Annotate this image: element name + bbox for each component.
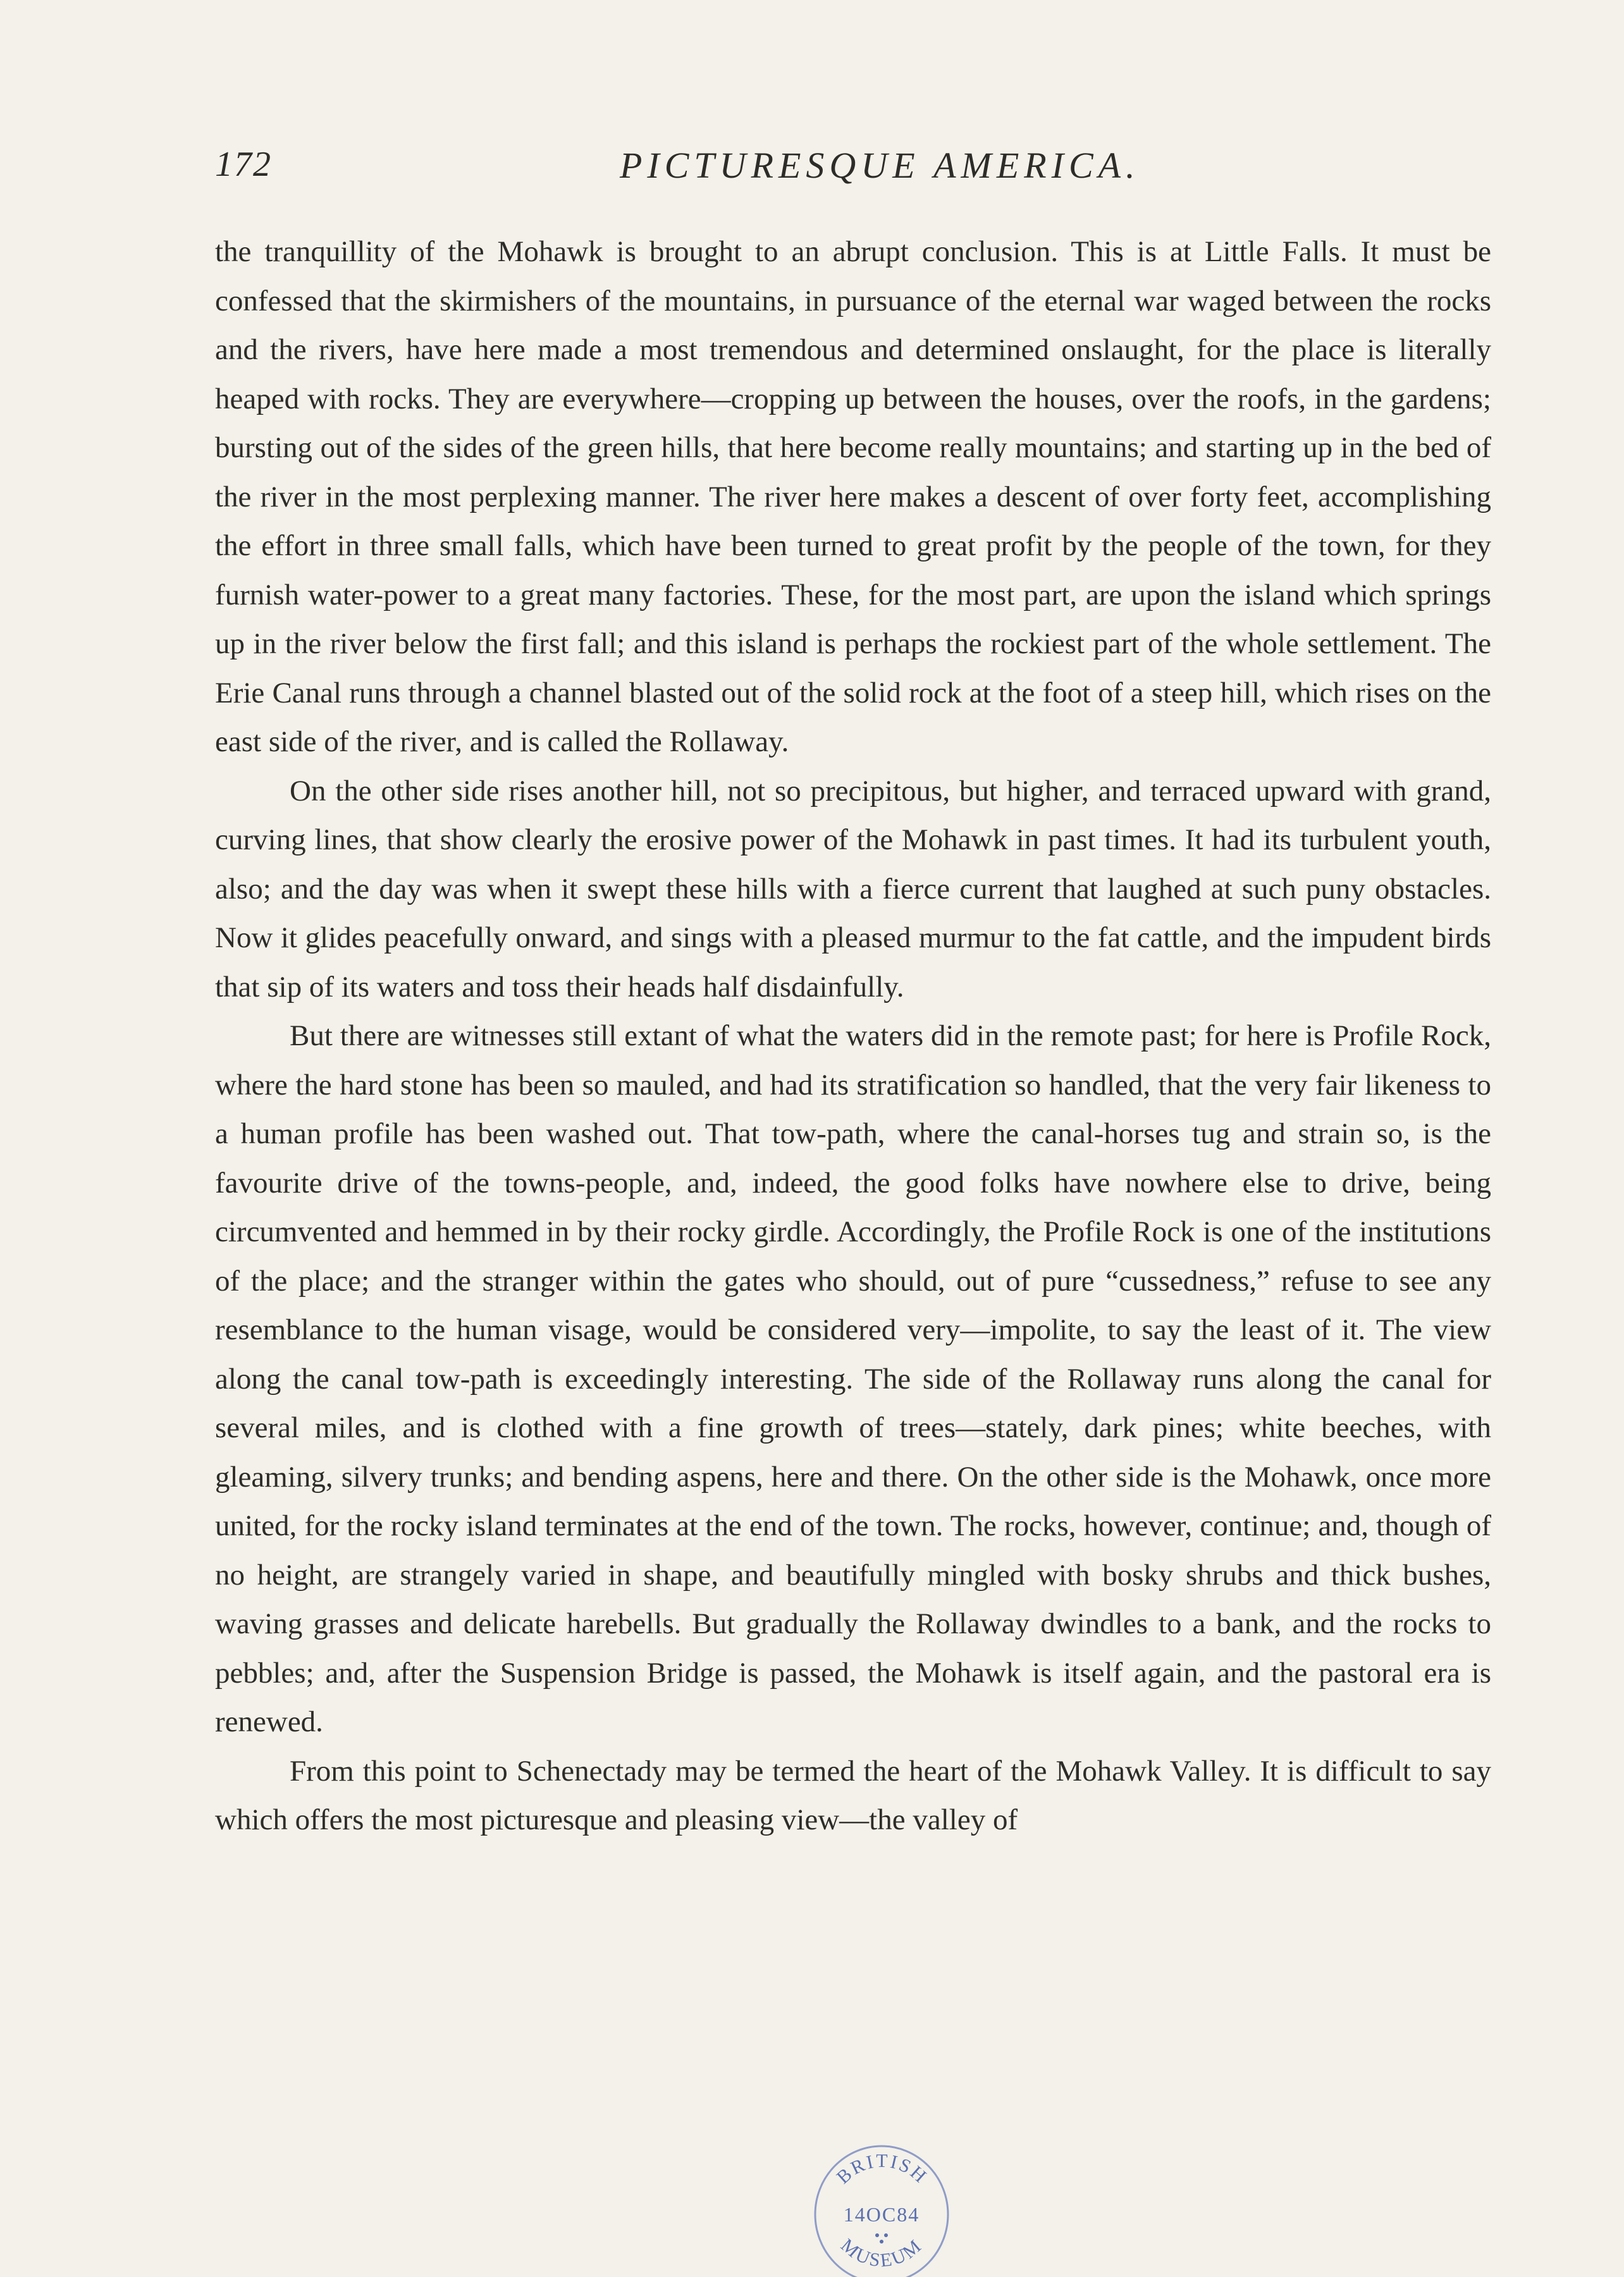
paragraph-2: On the other side rises another hill, not so precipitous, but higher, and terraced upward with grand, curving lines, that show clearly the erosive power of the Mohawk in past times. It had its turbulent youth, also; and the day was when it swept these hills with a fierce current that laughed at such puny obstacles. Now it glides peacefully onward, and sings with a pleased murmur to the fat cattle, and the impudent birds that sip of its waters and toss their heads half disdainfully. [215, 774, 1491, 1003]
paragraph-1: the tranquillity of the Mohawk is brought to an abrupt conclusion. This is at Little Falls. It must be confessed that the skirmishers of the mountains, in pursuance of the eternal war waged between the rocks and the rivers, have here made a most tremendous and determined onslaught, for the place is literally heaped with rocks. They are everywhere—cropping up between the houses, over the roofs, in the gardens; bursting out of the sides of the green hills, that here become really mountains; and starting up in the bed of the river in the most perplexing manner. The river here makes a descent of over forty feet, accomplishing the effort in three small falls, which have been turned to great profit by the people of the town, for they furnish water-power to a great many factories. These, for the most part, are upon the island which springs up in the river below the first fall; and this island is perhaps the rockiest part of the whole settlement. The Erie Canal runs through a channel blasted out of the solid rock at the foot of a steep hill, which rises on the east side of the river, and is called the Rollaway. [215, 235, 1491, 758]
british-museum-stamp [808, 2140, 956, 2277]
stamp-number: 14OC84 [843, 2203, 920, 2226]
paragraph-3: But there are witnesses still extant of what the waters did in the remote past; for here is Profile Rock, where the hard stone has been so mauled, and had its stratification so handled, that the very fair likeness to a human profile has been washed out. That tow-path, where the canal-horses tug and strain so, is the favourite drive of the towns-people, and, indeed, the good folks have nowhere else to drive, being circumvented and hemmed in by their rocky girdle. Accordingly, the Profile Rock is one of the institutions of the place; and the stranger within the gates who should, out of pure “cussedness,” refuse to see any resemblance to the human visage, would be considered very—impolite, to say the least of it. The view along the canal tow-path is exceedingly interesting. The side of the Rollaway runs along the canal for several miles, and is clothed with a fine growth of trees—stately, dark pines; white beeches, with gleaming, silvery trunks; and bending aspens, here and there. On the other side is the Mohawk, once more united, for the rocky island terminates at the end of the town. The rocks, however, continue; and, though of no height, are strangely varied in shape, and beautifully mingled with bosky shrubs and thick bushes, waving grasses and delicate harebells. But gradually the Rollaway dwindles to a bank, and the rocks to pebbles; and, after the Suspension Bridge is passed, the Mohawk is itself again, and the pastoral era is renewed. [215, 1019, 1491, 1738]
page-body [215, 228, 1491, 1845]
stamp-seal-icon [808, 2140, 956, 2277]
stamp-bottom-text: MUSEUM [837, 2235, 926, 2271]
running-title: PICTURESQUE AMERICA. [620, 145, 1140, 186]
stamp-top-text: BRITISH [832, 2150, 932, 2188]
page-header [215, 144, 1492, 195]
paragraph-4: From this point to Schenectady may be termed the heart of the Mohawk Valley. It is difficult to say which offers the most picturesque and pleasing view—the valley of [215, 1754, 1491, 1836]
page-number: 172 [215, 145, 272, 184]
